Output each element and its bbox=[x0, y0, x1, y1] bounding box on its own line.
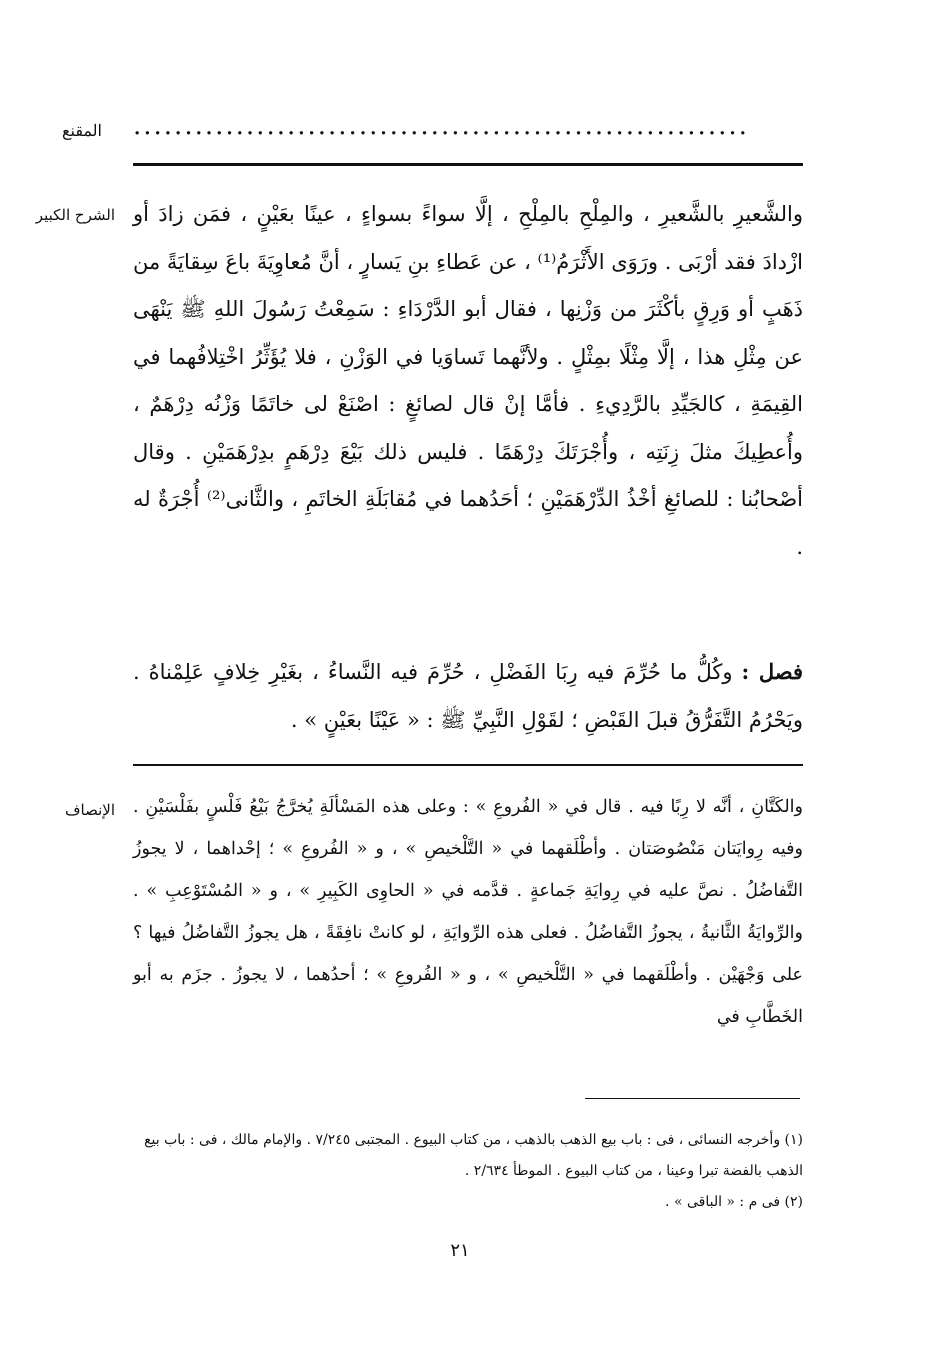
margin-label-sharh: الشرح الكبير bbox=[35, 206, 115, 224]
margin-label-insaf: الإنصاف bbox=[64, 801, 115, 819]
header-rule bbox=[133, 163, 803, 166]
running-header-title: المقنع bbox=[61, 121, 102, 140]
footnote-2: (٢) فى م : « الباقى » . bbox=[665, 1194, 803, 1210]
main-commentary-text: والشَّعيرِ بالشَّعيرِ ، والمِلْحِ بالمِلْحِ ، إلَّا سواءً بسواءٍ ، عينًا بعَيْنٍ ، فمَن زادَ أو ازْدادَ فقد أرْبَى . ورَوَى الأَثْرَمُ⁽¹⁾ ، عن عَطاءِ بنِ يَسارٍ ، أنَّ مُعاوِيَةَ باعَ سِقايَةً من ذَهَبٍ أو وَرِقٍ بأكْثَرَ من وَزْنِها ، فقال أبو الدَّرْدَاءِ : سَمِعْتُ رَسُولَ اللهِ ﷺ يَنْهَى عن مِثْلِ هذا ، إلَّا مِثْلًا بمِثْلٍ . ولأنَّهما تَساوَيا في الوَزْنِ ، فلا يُؤَثِّرُ اخْتِلافُهما في القِيمَةِ ، كالجَيِّدِ بالرَّدِيءِ . فأمَّا إنْ قال لصائغٍ : اصْنَعْ لى خاتَمًا وَزْنُه دِرْهَمٌ ، وأُعطِيكَ مثلَ زِنَتِه ، وأُجْرَتَكَ دِرْهَمًا . فليس ذلك بَيْعَ دِرْهَمٍ بدِرْهَمَيْنِ . وقال أصْحابُنا : للصائغِ أخْذُ الدِّرْهَمَيْنِ ؛ أحَدُهما في مُقابَلَةِ الخاتَمِ ، والثَّانى⁽²⁾ أُجْرَةٌ له . bbox=[133, 202, 803, 559]
fasl-body: وكُلُّ ما حُرِّمَ فيه رِبَا الفَضْلِ ، حُرِّمَ فيه النَّساءُ ، بغَيْرِ خِلافٍ عَلِمْناهُ . ويَحْرُمُ التَّفَرُّقُ قبلَ القَبْضِ ؛ لقَوْلِ النَّبِيِّ ﷺ : « عَيْنًا بعَيْنٍ » . bbox=[133, 660, 803, 732]
footnotes bbox=[110, 1125, 803, 1218]
section-divider bbox=[133, 764, 803, 766]
page-number: ٢١ bbox=[450, 1240, 470, 1261]
header-dot-leader: ............................................................ bbox=[133, 114, 749, 138]
fasl-section bbox=[133, 648, 803, 744]
footnote-1: (١) وأخرجه النسائى ، فى : باب بيع الذهب بالذهب ، من كتاب البيوع . المجتبى ٧/٢٤٥ . والإمام مالك ، فى : باب بيع الذهب بالفضة تبرا وعينا ، من كتاب البيوع . الموطأ ٢/٦٣٤ . bbox=[144, 1132, 803, 1179]
insaf-text: والكَتَّانِ ، أنَّه لا رِبًا فيه . قال في « الفُروعِ » : وعلى هذه المَسْألَةِ يُخرَّجُ بَيْعُ فَلْسٍ بفَلْسَيْنِ . وفيه رِوايَتان مَنْصُوصَتان . وأطْلَقهما في « التَّلْخيصِ » ، و « الفُروعِ » ؛ إحْداهما ، لا يجوزُ التَّفاضُلُ . نصَّ عليه في رِوايَةِ جَماعةٍ . قدَّمه في « الحاوِى الكَبِيرِ » ، و « المُسْتَوْعِبِ » . والرِّوايَةُ الثَّانيةُ ، يجوزُ التَّفاضُلُ . فعلى هذه الرِّوايَةِ ، لو كانتْ نافِقَةً ، هل يجوزُ التَّفاضُلُ فيها ؟ على وَجْهَيْن . وأطْلَقهما في « التَّلْخيصِ » ، و « الفُروعِ » ؛ أحدُهما ، لا يجوزُ . جزَم به أبو الخَطَّابِ في bbox=[133, 797, 803, 1027]
footnote-rule bbox=[585, 1098, 800, 1099]
fasl-heading: فصل : bbox=[741, 659, 803, 684]
